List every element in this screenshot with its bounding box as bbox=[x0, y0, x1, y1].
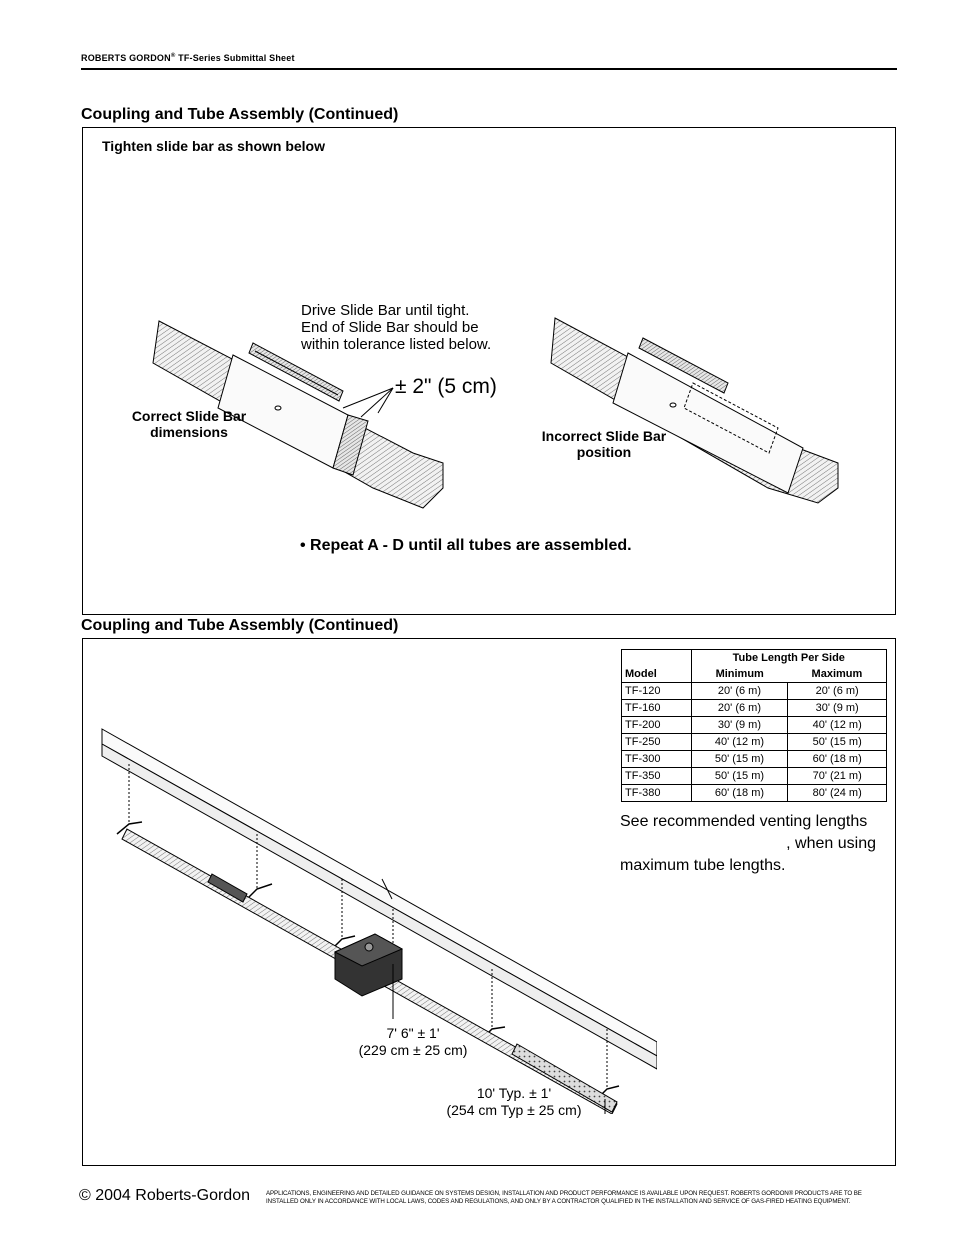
section2-box bbox=[82, 638, 896, 1166]
fine-print-line2: INSTALLED ONLY IN ACCORDANCE WITH LOCAL LAWS, CODES AND REGULATIONS, AND ONLY BY A CONTRACTOR QUALIFIED IN THE INSTALLATION AND SERVICE OF GAS-FIRED HEATING EQUIPMENT. bbox=[266, 1198, 851, 1205]
cell-model: TF-200 bbox=[622, 717, 692, 734]
dim1-imperial: 7' 6" ± 1' bbox=[386, 1025, 440, 1041]
brand-name: ROBERTS GORDON bbox=[81, 53, 171, 63]
cell-model: TF-300 bbox=[622, 751, 692, 768]
cell-model: TF-380 bbox=[622, 785, 692, 802]
table-row bbox=[622, 717, 887, 734]
cell-min: 20' (6 m) bbox=[691, 700, 788, 717]
tolerance-arrows bbox=[333, 383, 403, 433]
correct-slide-bar-label bbox=[121, 408, 257, 440]
cell-min: 20' (6 m) bbox=[691, 683, 788, 700]
copyright: © 2004 Roberts-Gordon bbox=[79, 1187, 250, 1204]
cell-max: 30' (9 m) bbox=[788, 700, 887, 717]
cell-model: TF-350 bbox=[622, 768, 692, 785]
cell-min: 60' (18 m) bbox=[691, 785, 788, 802]
tube-length-table bbox=[621, 649, 887, 802]
incorrect-slide-bar-label bbox=[529, 428, 679, 460]
instruction-line2: End of Slide Bar should be bbox=[301, 319, 479, 336]
cell-max: 50' (15 m) bbox=[788, 734, 887, 751]
series-title: TF-Series Submittal Sheet bbox=[178, 53, 295, 63]
footer-fine-print bbox=[266, 1190, 906, 1206]
section1-box bbox=[82, 127, 896, 615]
section1-title: Coupling and Tube Assembly (Continued) bbox=[81, 106, 399, 123]
cell-model: TF-120 bbox=[622, 683, 692, 700]
section2-title: Coupling and Tube Assembly (Continued) bbox=[81, 617, 399, 634]
dim1-metric: (229 cm ± 25 cm) bbox=[358, 1042, 468, 1058]
correct-label-line2: dimensions bbox=[150, 424, 228, 440]
cell-max: 70' (21 m) bbox=[788, 768, 887, 785]
vent-line1: See recommended venting lengths bbox=[620, 813, 868, 830]
table-row bbox=[622, 751, 887, 768]
dimension-10ft bbox=[419, 1085, 609, 1119]
table-row bbox=[622, 700, 887, 717]
instruction-line1: Drive Slide Bar until tight. bbox=[301, 302, 470, 319]
cell-max: 20' (6 m) bbox=[788, 683, 887, 700]
drive-slide-bar-instruction bbox=[301, 302, 491, 353]
incorrect-label-line1: Incorrect Slide Bar bbox=[541, 428, 667, 444]
incorrect-label-line2: position bbox=[576, 444, 632, 460]
table-row bbox=[622, 785, 887, 802]
venting-note bbox=[620, 811, 888, 877]
correct-label-line1: Correct Slide Bar bbox=[131, 408, 247, 424]
col-model: Model bbox=[622, 666, 692, 683]
col-maximum: Maximum bbox=[788, 666, 887, 683]
registered-mark: ® bbox=[170, 53, 176, 59]
cell-min: 30' (9 m) bbox=[691, 717, 788, 734]
col-minimum: Minimum bbox=[691, 666, 788, 683]
vent-line3: maximum tube lengths. bbox=[620, 857, 786, 874]
tolerance-value: ± 2" (5 cm) bbox=[395, 375, 497, 398]
repeat-note: • Repeat A - D until all tubes are assembled. bbox=[300, 537, 632, 554]
dimension-7ft6 bbox=[333, 1025, 493, 1059]
table-group-header: Tube Length Per Side bbox=[691, 650, 886, 667]
dim2-metric: (254 cm Typ ± 25 cm) bbox=[446, 1102, 582, 1118]
table-row bbox=[622, 768, 887, 785]
cell-min: 50' (15 m) bbox=[691, 768, 788, 785]
table-row bbox=[622, 683, 887, 700]
cell-max: 60' (18 m) bbox=[788, 751, 887, 768]
cell-model: TF-160 bbox=[622, 700, 692, 717]
dim2-imperial: 10' Typ. ± 1' bbox=[476, 1085, 552, 1101]
cell-min: 40' (12 m) bbox=[691, 734, 788, 751]
fine-print-line1: APPLICATIONS, ENGINEERING AND DETAILED GUIDANCE ON SYSTEMS DESIGN, INSTALLATION AND PRODUCT PERFORMANCE IS AVAILABLE UPON REQUEST. ROBERTS GORDON® PRODUCTS ARE TO BE bbox=[266, 1190, 862, 1197]
cell-min: 50' (15 m) bbox=[691, 751, 788, 768]
header-rule bbox=[81, 68, 897, 70]
cell-max: 40' (12 m) bbox=[788, 717, 887, 734]
cell-max: 80' (24 m) bbox=[788, 785, 887, 802]
table-row bbox=[622, 734, 887, 751]
instruction-line3: within tolerance listed below. bbox=[301, 336, 492, 353]
page-header bbox=[81, 53, 295, 63]
incorrect-slide-bar-illustration bbox=[543, 308, 853, 508]
cell-model: TF-250 bbox=[622, 734, 692, 751]
section1-subtitle: Tighten slide bar as shown below bbox=[102, 138, 326, 154]
vent-line2: , when using bbox=[786, 835, 876, 852]
